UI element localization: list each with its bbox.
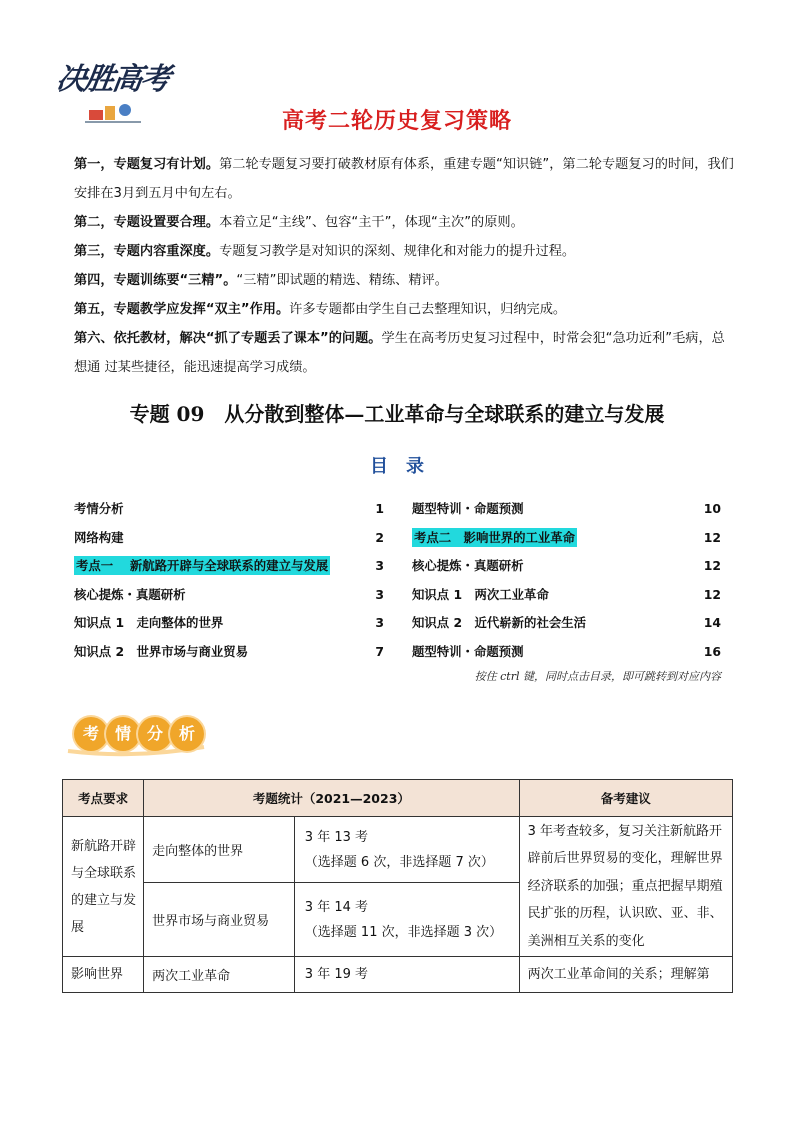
stat-detail: （选择题 11 次，非选择题 3 次） bbox=[304, 924, 503, 940]
badge-char: 分 bbox=[138, 717, 172, 751]
toc-entry-page: 7 bbox=[375, 643, 384, 659]
strategy-label: 第一，专题复习有计划。 bbox=[74, 157, 220, 172]
toc-entry-page: 3 bbox=[375, 586, 384, 602]
toc-entry-label: 考情分析 bbox=[74, 501, 124, 516]
strategy-paragraph bbox=[74, 295, 734, 324]
header-cell: 备考建议 bbox=[519, 780, 732, 817]
point-cell: 走向整体的世界 bbox=[144, 817, 295, 883]
toc-entry-label: 核心提炼・真题研析 bbox=[412, 558, 524, 573]
stat-detail: （选择题 6 次，非选择题 7 次） bbox=[304, 854, 494, 870]
suggestion-cell: 两次工业革命间的关系；理解第 bbox=[519, 957, 732, 993]
toc-entry-highlighted[interactable] bbox=[412, 524, 721, 553]
strategy-label: 第五，专题教学应发挥“双主”作用。 bbox=[74, 302, 290, 317]
logo-text: 决胜高考 bbox=[54, 62, 171, 97]
toc-entry[interactable] bbox=[74, 581, 384, 610]
table-row bbox=[63, 957, 733, 993]
header-cell: 考题统计（2021—2023） bbox=[144, 780, 519, 817]
toc-entry[interactable] bbox=[412, 581, 721, 610]
strategy-section bbox=[74, 150, 734, 382]
toc-entry-page: 16 bbox=[703, 643, 721, 659]
topic-title: 专题 09 从分散到整体—工业革命与全球联系的建立与发展 bbox=[129, 402, 665, 426]
toc-entry-page: 14 bbox=[703, 615, 721, 630]
toc-entry-label: 网络构建 bbox=[74, 529, 124, 545]
exam-stats-table bbox=[62, 779, 733, 993]
strategy-text: 本着立足“主线”、包容“主干”，体现“主次”的原则。 bbox=[219, 215, 524, 230]
strategy-text: 许多专题都由学生自己去整理知识，归纳完成。 bbox=[289, 302, 567, 317]
badge-char: 析 bbox=[170, 717, 204, 751]
strategy-label: 第二，专题设置要合理。 bbox=[74, 215, 220, 230]
stat-count: 3 年 13 考 bbox=[304, 829, 369, 845]
strategy-text: “三精”即试题的精选、精练、精评。 bbox=[236, 273, 448, 288]
toc-entry-page: 12 bbox=[703, 529, 721, 545]
main-title: 高考二轮历史复习策略 bbox=[281, 109, 512, 134]
strategy-label: 第六、依托教材，解决“抓了专题丢了课本”的问题。 bbox=[74, 331, 382, 346]
stat-cell bbox=[294, 817, 519, 883]
toc-entry-label: 知识点 1 走向整体的世界 bbox=[74, 615, 224, 630]
strategy-paragraph bbox=[74, 150, 734, 208]
toc-entry[interactable] bbox=[74, 609, 384, 638]
suggestion-cell: 3 年考查较多，复习关注新航路开辟前后世界贸易的变化，理解世界经济联系的加强；重点把握早期殖民扩张的历程，认识欧、亚、非、美洲相互关系的变化 bbox=[519, 817, 732, 957]
section-badge bbox=[74, 717, 202, 751]
toc-entry-label: 知识点 1 两次工业革命 bbox=[412, 586, 549, 602]
toc-entry[interactable] bbox=[74, 638, 384, 667]
toc-entry-page: 12 bbox=[703, 558, 721, 573]
strategy-paragraph bbox=[74, 237, 734, 266]
strategy-text: 第二轮专题复习要打破教材原有体系，重建专题“知识链”，第二轮专题复习的时间，我们安排在3月到五月中旬左右。 bbox=[74, 157, 734, 201]
header-cell: 考点要求 bbox=[63, 780, 144, 817]
toc-entry-page: 12 bbox=[703, 586, 721, 602]
toc-entry-page: 1 bbox=[375, 501, 384, 516]
toc-entry-label: 考点一 新航路开辟与全球联系的建立与发展 bbox=[76, 558, 329, 573]
badge-char: 考 bbox=[74, 717, 108, 751]
point-cell: 两次工业革命 bbox=[144, 957, 295, 993]
stat-count: 3 年 14 考 bbox=[304, 899, 369, 915]
strategy-paragraph bbox=[74, 324, 734, 382]
strategy-text: 专题复习教学是对知识的深刻、规律化和对能力的提升过程。 bbox=[219, 244, 576, 259]
table-row bbox=[63, 817, 733, 883]
group-cell: 新航路开辟与全球联系的建立与发展 bbox=[63, 817, 144, 957]
toc-entry[interactable] bbox=[412, 609, 721, 638]
toc-entry[interactable] bbox=[412, 552, 721, 581]
toc-note: 按住 ctrl 键，同时点击目录，即可跳转到对应内容 bbox=[474, 670, 721, 683]
strategy-label: 第三，专题内容重深度。 bbox=[74, 244, 220, 259]
toc-title: 目录 bbox=[370, 456, 442, 477]
strategy-label: 第四，专题训练要“三精”。 bbox=[74, 273, 237, 288]
strategy-paragraph bbox=[74, 266, 734, 295]
strategy-paragraph bbox=[74, 208, 734, 237]
stat-cell: 3 年 19 考 bbox=[294, 957, 519, 993]
toc-entry[interactable] bbox=[74, 524, 384, 553]
toc-entry-page: 2 bbox=[375, 529, 384, 545]
stat-cell bbox=[294, 883, 519, 957]
toc-right-column bbox=[412, 495, 721, 666]
toc-entry-highlighted[interactable] bbox=[74, 552, 384, 581]
strategy-text: 学生在高考历史复习过程中，时常会犯“急功近利”毛病，总想通 过某些捷径，能迅速提高学习成绩。 bbox=[74, 331, 725, 375]
toc-entry[interactable] bbox=[412, 638, 721, 667]
toc-entry-label: 核心提炼・真题研析 bbox=[74, 586, 186, 602]
toc-entry-label: 知识点 2 世界市场与商业贸易 bbox=[74, 643, 249, 659]
toc-entry-label: 知识点 2 近代崭新的社会生活 bbox=[412, 615, 587, 630]
point-cell: 世界市场与商业贸易 bbox=[144, 883, 295, 957]
toc-entry-page: 10 bbox=[703, 501, 721, 516]
toc-entry-page: 3 bbox=[375, 558, 384, 573]
toc-left-column bbox=[74, 495, 384, 666]
toc-entry-page: 3 bbox=[375, 615, 384, 630]
toc-entry[interactable] bbox=[74, 495, 384, 524]
table-header-row bbox=[63, 780, 733, 817]
toc-entry-label: 考点二 影响世界的工业革命 bbox=[414, 529, 576, 545]
toc-entry[interactable] bbox=[412, 495, 721, 524]
badge-char: 情 bbox=[106, 717, 140, 751]
toc-entry-label: 题型特训・命题预测 bbox=[412, 643, 524, 659]
toc-entry-label: 题型特训・命题预测 bbox=[412, 501, 524, 516]
group-cell: 影响世界 bbox=[63, 957, 144, 993]
